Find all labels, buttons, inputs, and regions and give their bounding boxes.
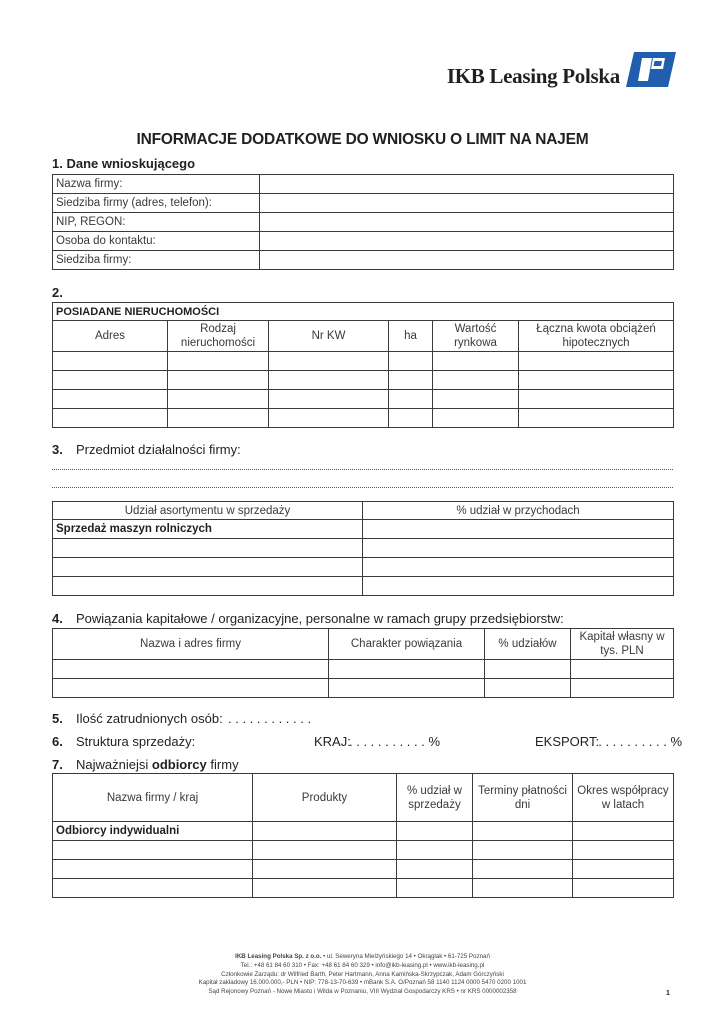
- table-row[interactable]: [53, 539, 674, 558]
- section-3-number: 3.: [52, 442, 63, 457]
- table-row[interactable]: [53, 520, 674, 539]
- col-header-relation-type: Charakter powiązania: [329, 629, 485, 660]
- table-row[interactable]: [53, 409, 674, 428]
- export-label: EKSPORT:: [535, 734, 600, 749]
- col-header-assortment: Udział asortymentu w sprzedaży: [53, 502, 363, 520]
- col-header-mortgage-total: Łączna kwota obciążeń hipotecznych: [519, 321, 674, 352]
- table-row[interactable]: [53, 822, 674, 841]
- export-blank[interactable]: . . . . . . . . . . . %: [591, 734, 683, 749]
- footer-address: • ul. Seweryna Mielżyńskiego 14 • Okrąglak • 61-725 Poznań: [321, 953, 490, 960]
- col-header-market-value: Wartość rynkowa: [433, 321, 519, 352]
- section-5-label: Ilość zatrudnionych osób:: [76, 711, 223, 726]
- applicant-label-seat: Siedziba firmy:: [53, 251, 260, 270]
- ikb-logo-icon: [626, 52, 676, 87]
- section-5-number: 5.: [52, 711, 63, 726]
- applicant-value-field[interactable]: [260, 213, 674, 232]
- activity-dotted-line[interactable]: [52, 469, 673, 470]
- col-header-ha: ha: [389, 321, 433, 352]
- section-3-label: Przedmiot działalności firmy:: [76, 442, 241, 457]
- table-row[interactable]: [53, 352, 674, 371]
- applicant-label-address: Siedziba firmy (adres, telefon):: [53, 194, 260, 213]
- section-7-label-bold: odbiorcy: [151, 757, 207, 772]
- domestic-blank[interactable]: . . . . . . . . . . . %: [349, 734, 441, 749]
- real-estate-title: POSIADANE NIERUCHOMOŚCI: [53, 303, 674, 321]
- col-header-products: Produkty: [253, 774, 397, 822]
- applicant-value-field[interactable]: [260, 232, 674, 251]
- col-header-company-country: Nazwa firmy / kraj: [53, 774, 253, 822]
- domestic-label: KRAJ:: [314, 734, 351, 749]
- footer-line-1: [0, 953, 725, 962]
- activity-dotted-line[interactable]: [52, 487, 673, 488]
- footer-company: IKB Leasing Polska Sp. z o.o.: [235, 953, 322, 960]
- assortment-table: [52, 501, 674, 596]
- col-header-kw-number: Nr KW: [269, 321, 389, 352]
- section-6-label: Struktura sprzedaży:: [76, 734, 196, 749]
- applicant-value-field[interactable]: [260, 175, 674, 194]
- section-4-number: 4.: [52, 611, 63, 626]
- table-row[interactable]: [53, 577, 674, 596]
- footer: [0, 953, 725, 997]
- section-2-heading: 2.: [52, 285, 63, 300]
- table-row[interactable]: [53, 660, 674, 679]
- col-header-address: Adres: [53, 321, 168, 352]
- customers-first-row: Odbiorcy indywidualni: [53, 822, 253, 841]
- applicant-label-nip: NIP, REGON:: [53, 213, 260, 232]
- col-header-property-type: Rodzaj nieruchomości: [168, 321, 269, 352]
- applicant-value-field[interactable]: [260, 194, 674, 213]
- col-header-revenue-share: % udział w przychodach: [363, 502, 674, 520]
- table-row[interactable]: [53, 679, 674, 698]
- assortment-first-row: Sprzedaż maszyn rolniczych: [53, 520, 363, 539]
- applicant-label-contact: Osoba do kontaktu:: [53, 232, 260, 251]
- table-row[interactable]: [53, 860, 674, 879]
- section-7-label: [76, 757, 239, 772]
- footer-line-2: Tel.: +48 61 84 60 310 • Fax: +48 61 84 60 329 • info@ikb-leasing.pl • www.ikb-leasing.pl: [240, 961, 485, 969]
- footer-line-4: Kapitał zakładowy 16.000.000,- PLN • NIP: 778-13-70-639 • mBank S.A. O/Poznań 58 1140 1124 0000 5470 0200 1001: [198, 979, 527, 987]
- col-header-cooperation-period: Okres współpracy w latach: [573, 774, 674, 822]
- table-row[interactable]: [53, 879, 674, 898]
- real-estate-table: [52, 302, 674, 428]
- applicant-value-field[interactable]: [260, 251, 674, 270]
- footer-line-5: Sąd Rejonowy Poznań - Nowe Miasto i Wilda w Poznaniu, VIII Wydział Gospodarczy KRS • nr KRS 0000002358: [208, 988, 517, 996]
- employees-blank[interactable]: . . . . . . . . . . . .: [228, 711, 312, 726]
- page-number: 1: [666, 990, 670, 997]
- section-1-heading: 1. Dane wnioskującego: [52, 156, 196, 171]
- col-header-sales-share: % udział w sprzedaży: [397, 774, 473, 822]
- section-7-label-pre: Najważniejsi: [76, 757, 149, 772]
- customers-table: [52, 773, 674, 898]
- section-6-number: 6.: [52, 734, 63, 749]
- document-title: INFORMACJE DODATKOWE DO WNIOSKU O LIMIT NA NAJEM: [136, 131, 589, 148]
- table-row[interactable]: [53, 841, 674, 860]
- table-row[interactable]: [53, 558, 674, 577]
- applicant-label-company: Nazwa firmy:: [53, 175, 260, 194]
- relations-table: [52, 628, 674, 698]
- col-header-share-percent: % udziałów: [485, 629, 571, 660]
- col-header-equity: Kapitał własny w tys. PLN: [571, 629, 674, 660]
- section-7-number: 7.: [52, 757, 63, 772]
- col-header-payment-terms: Terminy płatności dni: [473, 774, 573, 822]
- section-7-label-post: firmy: [210, 757, 239, 772]
- table-row[interactable]: [53, 371, 674, 390]
- applicant-table: [52, 174, 674, 270]
- col-header-company-name-address: Nazwa i adres firmy: [53, 629, 329, 660]
- table-row[interactable]: [53, 390, 674, 409]
- brand-name: IKB Leasing Polska: [446, 64, 620, 88]
- footer-line-3: Członkowie Zarządu: dr Wilfried Barth, Peter Hartmann, Anna Kamińska-Skrzypczak, Adam Górczyński: [221, 970, 504, 978]
- section-4-label: Powiązania kapitałowe / organizacyjne, personalne w ramach grupy przedsiębiorstw:: [76, 611, 564, 626]
